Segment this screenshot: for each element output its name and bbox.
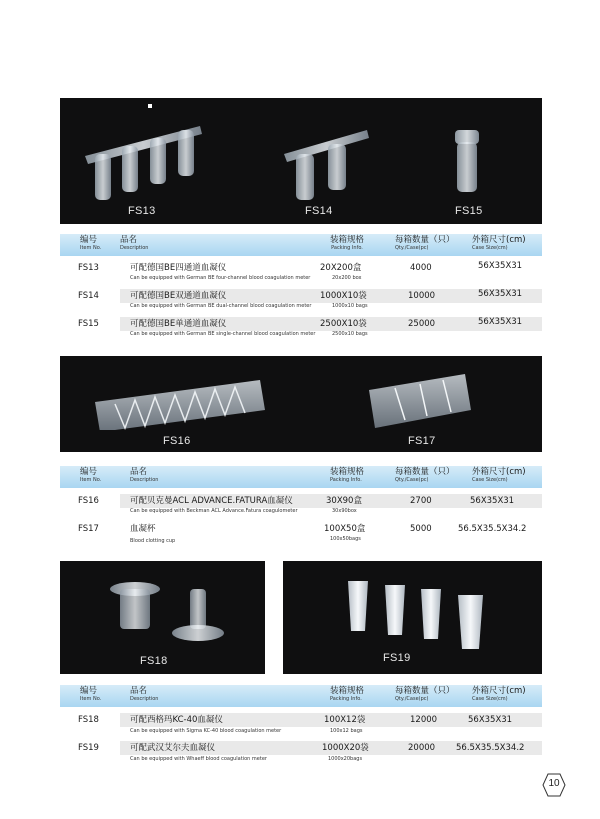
cell-size: 56X35X31 <box>478 317 523 327</box>
cell-pack-en: 100x50bags <box>330 536 361 542</box>
cell-pack-en: 30x90box <box>332 508 357 514</box>
header-size: 外箱尺寸(cm) Case Size(cm) <box>472 235 526 251</box>
cell-pack: 2500X10袋 <box>320 319 367 329</box>
cell-name: 可配武汉艾尔夫血凝仪 <box>130 743 216 753</box>
fs14-cuvette-strip-image <box>282 118 372 208</box>
cell-pack: 1000X10袋 <box>320 291 367 301</box>
table-header <box>60 466 542 488</box>
header-name: 品名 Description <box>130 686 159 702</box>
fs19-cups-image <box>343 571 503 657</box>
cell-item-no: FS13 <box>78 263 99 273</box>
cell-size: 56X35X31 <box>478 261 523 271</box>
page-number-badge <box>542 773 566 797</box>
cell-name: 可配西格玛KC-40血凝仪 <box>130 715 223 725</box>
spec-table-2 <box>60 466 542 550</box>
cell-pack: 20X200盒 <box>320 263 362 273</box>
fs15-cuvette-image <box>451 128 491 198</box>
photo-label-fs15: FS15 <box>455 205 483 217</box>
cell-pack: 100X50盒 <box>324 524 366 534</box>
cell-item-no: FS16 <box>78 496 99 506</box>
photo-label-fs17: FS17 <box>408 435 436 447</box>
cell-pack-en: 1000x10 bags <box>332 303 368 309</box>
cell-item-no: FS19 <box>78 743 99 753</box>
cell-qty: 25000 <box>408 319 436 329</box>
photo-label-fs19: FS19 <box>383 652 411 664</box>
cell-qty: 12000 <box>410 715 438 725</box>
fs16-cuvette-row-image <box>90 370 270 430</box>
header-item: 编号 Item No. <box>80 467 102 483</box>
table-row <box>60 317 542 341</box>
page-number: 10 <box>548 778 560 789</box>
table-header <box>60 234 542 256</box>
cell-name: 可配德国BE单通道血凝仪 <box>130 319 227 329</box>
decorative-dot <box>148 104 152 108</box>
header-pack: 装箱规格 Packing Info. <box>330 235 365 251</box>
cell-name-en: Can be equipped with Sigma KC-40 blood coagulation meter <box>130 728 282 734</box>
header-item: 编号 Item No. <box>80 686 102 702</box>
product-photo-fs19 <box>283 561 542 674</box>
table-row <box>60 494 542 518</box>
photo-label-fs18: FS18 <box>140 655 168 667</box>
cell-name: 血凝杯 <box>130 524 156 534</box>
cell-pack: 30X90盒 <box>326 496 362 506</box>
cell-item-no: FS14 <box>78 291 99 301</box>
cell-qty: 4000 <box>410 263 432 273</box>
cell-size: 56.5X35.5X34.2 <box>458 524 527 534</box>
cell-pack-en: 20x200 box <box>332 275 362 281</box>
cell-name: 可配德国BE四通道血凝仪 <box>130 263 227 273</box>
cell-qty: 20000 <box>408 743 436 753</box>
header-item: 编号 Item No. <box>80 235 102 251</box>
cell-item-no: FS18 <box>78 715 99 725</box>
cell-name: 可配德国BE双通道血凝仪 <box>130 291 227 301</box>
header-qty: 每箱数量（只） Qty./Case(pc) <box>395 467 455 483</box>
spec-table-1 <box>60 234 542 344</box>
cell-name-en: Can be equipped with German BE four-channel blood coagulation meter <box>130 275 311 281</box>
cell-qty: 2700 <box>410 496 432 506</box>
photo-label-fs13: FS13 <box>128 205 156 217</box>
cell-pack-en: 1000x20bags <box>328 756 363 762</box>
cell-name-en: Blood clotting cup <box>130 538 176 544</box>
product-photo-fs16-fs17 <box>60 356 542 452</box>
header-name: 品名 Description <box>130 467 159 483</box>
cell-qty: 10000 <box>408 291 436 301</box>
header-size: 外箱尺寸(cm) Case Size(cm) <box>472 467 526 483</box>
cell-name: 可配贝克曼ACL ADVANCE.FATURA血凝仪 <box>130 496 293 506</box>
header-size: 外箱尺寸(cm) Case Size(cm) <box>472 686 526 702</box>
cell-name-en: Can be equipped with German BE single-channel blood coagulation meter <box>130 331 316 337</box>
table-row <box>60 261 542 285</box>
cell-qty: 5000 <box>410 524 432 534</box>
cell-item-no: FS17 <box>78 524 99 534</box>
header-pack: 装箱规格 Packing Info. <box>330 467 365 483</box>
table-row <box>60 713 542 737</box>
photo-label-fs14: FS14 <box>305 205 333 217</box>
cell-size: 56X35X31 <box>470 496 515 506</box>
cell-name-en: Can be equipped with Whaeff blood coagulation meter <box>130 756 267 762</box>
cell-pack-en: 100x12 bags <box>330 728 363 734</box>
cell-size: 56X35X31 <box>468 715 513 725</box>
header-name: 品名 Description <box>120 235 149 251</box>
header-qty: 每箱数量（只） Qty./Case(pc) <box>395 686 455 702</box>
product-photo-fs18 <box>60 561 265 674</box>
fs17-clotting-cup-image <box>365 370 475 430</box>
cell-name-en: Can be equipped with Beckman ACL Advance.Fatura coagulometer <box>130 508 298 514</box>
cell-item-no: FS15 <box>78 319 99 329</box>
table-row <box>60 741 542 765</box>
table-row <box>60 289 542 313</box>
header-pack: 装箱规格 Packing Info. <box>330 686 365 702</box>
product-photo-fs13-fs15 <box>60 98 542 224</box>
divider-strip <box>60 452 542 466</box>
spec-table-3 <box>60 685 542 769</box>
cell-pack: 1000X20袋 <box>322 743 369 753</box>
photo-label-fs16: FS16 <box>163 435 191 447</box>
header-qty: 每箱数量（只） Qty./Case(pc) <box>395 235 455 251</box>
cell-name-en: Can be equipped with German BE dual-channel blood coagulation meter <box>130 303 312 309</box>
cell-size: 56X35X31 <box>478 289 523 299</box>
fs18-cup-image <box>100 577 240 657</box>
table-header <box>60 685 542 707</box>
fs13-cuvette-strip-image <box>80 116 210 211</box>
cell-pack-en: 2500x10 bags <box>332 331 368 337</box>
table-row <box>60 522 542 546</box>
cell-pack: 100X12袋 <box>324 715 366 725</box>
cell-size: 56.5X35.5X34.2 <box>456 743 525 753</box>
